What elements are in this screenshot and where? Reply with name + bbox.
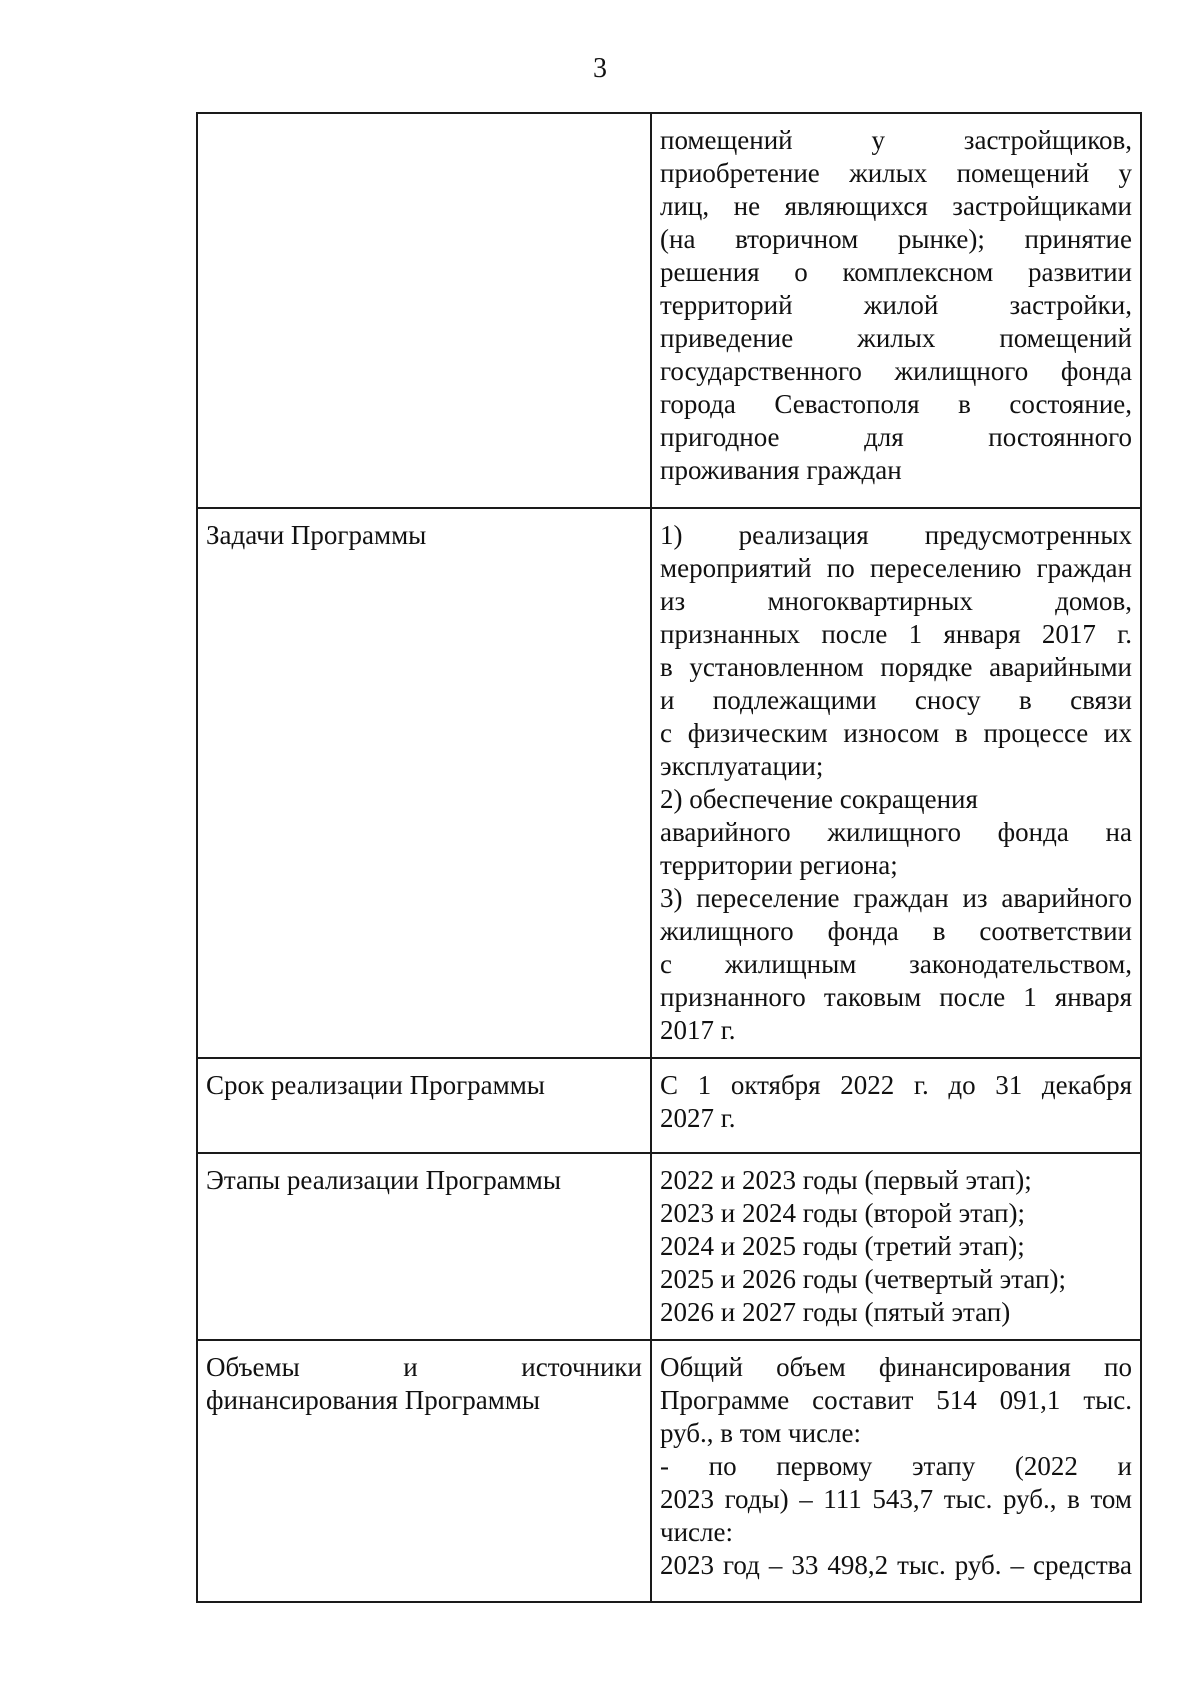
- text-line: в установленном порядке аварийными: [660, 652, 1132, 682]
- text-line: эксплуатации;: [660, 751, 824, 781]
- table-row: [197, 1058, 1141, 1153]
- row-value-funding: [651, 1340, 1141, 1602]
- text-line: (на вторичном рынке); принятие: [660, 224, 1132, 254]
- text-line: 3) переселение граждан из аварийного: [660, 883, 1132, 913]
- text-line: 2023 год – 33 498,2 тыс. руб. – средства: [660, 1550, 1132, 1580]
- text-line: проживания граждан: [660, 455, 902, 485]
- text-line: 2027 г.: [660, 1103, 736, 1133]
- row-label-tasks: Задачи Программы: [197, 508, 651, 1058]
- text-line: пригодное для постоянного: [660, 422, 1132, 452]
- text-line: 2023 годы) – 111 543,7 тыс. руб., в том: [660, 1484, 1132, 1514]
- text-line: Общий объем финансирования по: [660, 1352, 1132, 1382]
- table-row: [197, 1340, 1141, 1602]
- text-line: признанного таковым после 1 января: [660, 982, 1132, 1012]
- text-line: решения о комплексном развитии: [660, 257, 1132, 287]
- text-line: 1) реализация предусмотренных: [660, 520, 1132, 550]
- table-row: [197, 1153, 1141, 1340]
- text-line: помещений у застройщиков,: [660, 125, 1132, 155]
- text-line: Программе составит 514 091,1 тыс.: [660, 1385, 1132, 1415]
- row-label-funding: [197, 1340, 651, 1602]
- text-line: 2024 и 2025 годы (третий этап);: [660, 1231, 1025, 1261]
- text-line: приведение жилых помещений: [660, 323, 1132, 353]
- text-line: с жилищным законодательством,: [660, 949, 1132, 979]
- text-line: 2017 г.: [660, 1015, 736, 1045]
- text-line: Объемы и источники: [206, 1352, 642, 1382]
- text-line: мероприятий по переселению граждан: [660, 553, 1132, 583]
- text-line: 2026 и 2027 годы (пятый этап): [660, 1297, 1011, 1327]
- row-value-term: [651, 1058, 1141, 1153]
- text-line: территории региона;: [660, 850, 898, 880]
- row-label-stages: Этапы реализации Программы: [197, 1153, 651, 1340]
- row-label-term: Срок реализации Программы: [197, 1058, 651, 1153]
- text-line: государственного жилищного фонда: [660, 356, 1132, 386]
- text-line: территорий жилой застройки,: [660, 290, 1132, 320]
- text-line: числе:: [660, 1517, 733, 1547]
- row-value-goals-continuation: [651, 113, 1141, 508]
- text-line: 2) обеспечение сокращения: [660, 784, 978, 814]
- text-line: С 1 октября 2022 г. до 31 декабря: [660, 1070, 1132, 1100]
- row-value-tasks: [651, 508, 1141, 1058]
- text-line: руб., в том числе:: [660, 1418, 862, 1448]
- program-passport-table: [196, 112, 1142, 1603]
- table-row: [197, 508, 1141, 1058]
- page-number: 3: [593, 53, 607, 84]
- text-line: лиц, не являющихся застройщиками: [660, 191, 1132, 221]
- text-line: финансирования Программы: [206, 1385, 541, 1415]
- text-line: 2023 и 2024 годы (второй этап);: [660, 1198, 1025, 1228]
- row-value-stages: [651, 1153, 1141, 1340]
- text-line: и подлежащими сносу в связи: [660, 685, 1132, 715]
- text-line: аварийного жилищного фонда на: [660, 817, 1132, 847]
- text-line: 2025 и 2026 годы (четвертый этап);: [660, 1264, 1066, 1294]
- text-line: - по первому этапу (2022 и: [660, 1451, 1132, 1481]
- text-line: с физическим износом в процессе их: [660, 718, 1132, 748]
- text-line: из многоквартирных домов,: [660, 586, 1132, 616]
- text-line: города Севастополя в состояние,: [660, 389, 1132, 419]
- table-row: [197, 113, 1141, 508]
- text-line: 2022 и 2023 годы (первый этап);: [660, 1165, 1032, 1195]
- text-line: признанных после 1 января 2017 г.: [660, 619, 1132, 649]
- text-line: приобретение жилых помещений у: [660, 158, 1132, 188]
- row-label-empty: [197, 113, 651, 508]
- text-line: жилищного фонда в соответствии: [660, 916, 1132, 946]
